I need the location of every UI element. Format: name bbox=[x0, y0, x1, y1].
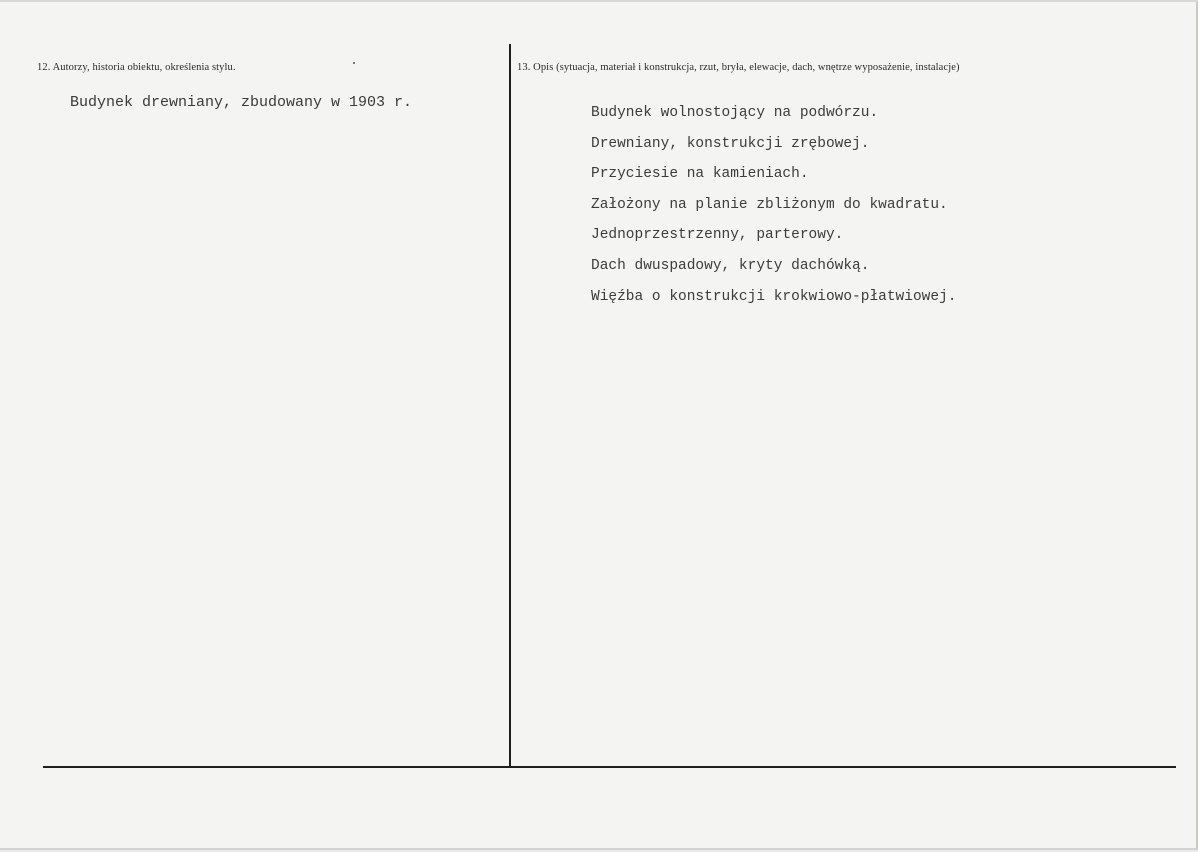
description-line: Budynek wolnostojący na podwórzu. bbox=[591, 105, 879, 121]
description-line: Przyciesie na kamieniach. bbox=[591, 166, 809, 183]
section-12-text: Budynek drewniany, zbudowany w 1903 r. bbox=[70, 94, 413, 111]
ink-speck bbox=[353, 62, 355, 64]
section-13-description bbox=[591, 103, 956, 317]
description-line: Więźba o konstrukcji krokwiowo-płatwiowej. bbox=[591, 288, 957, 305]
bottom-rule bbox=[43, 766, 1176, 768]
section-12-label: 12. Autorzy, historia obiektu, określenia stylu. bbox=[37, 62, 236, 73]
description-line: Jednoprzestrzenny, parterowy. bbox=[591, 227, 844, 244]
description-line: Dach dwuspadowy, kryty dachówką. bbox=[591, 257, 870, 274]
description-line: Drewniany, konstrukcji zrębowej. bbox=[591, 135, 870, 152]
description-line: Założony na planie zbliżonym do kwadratu. bbox=[591, 196, 948, 213]
section-13-label: 13. Opis (sytuacja, materiał i konstrukcja, rzut, bryła, elewacje, dach, wnętrze wyposażenie, instalacje) bbox=[517, 62, 960, 73]
column-divider bbox=[509, 44, 511, 766]
scan-edge bbox=[0, 0, 1198, 2]
